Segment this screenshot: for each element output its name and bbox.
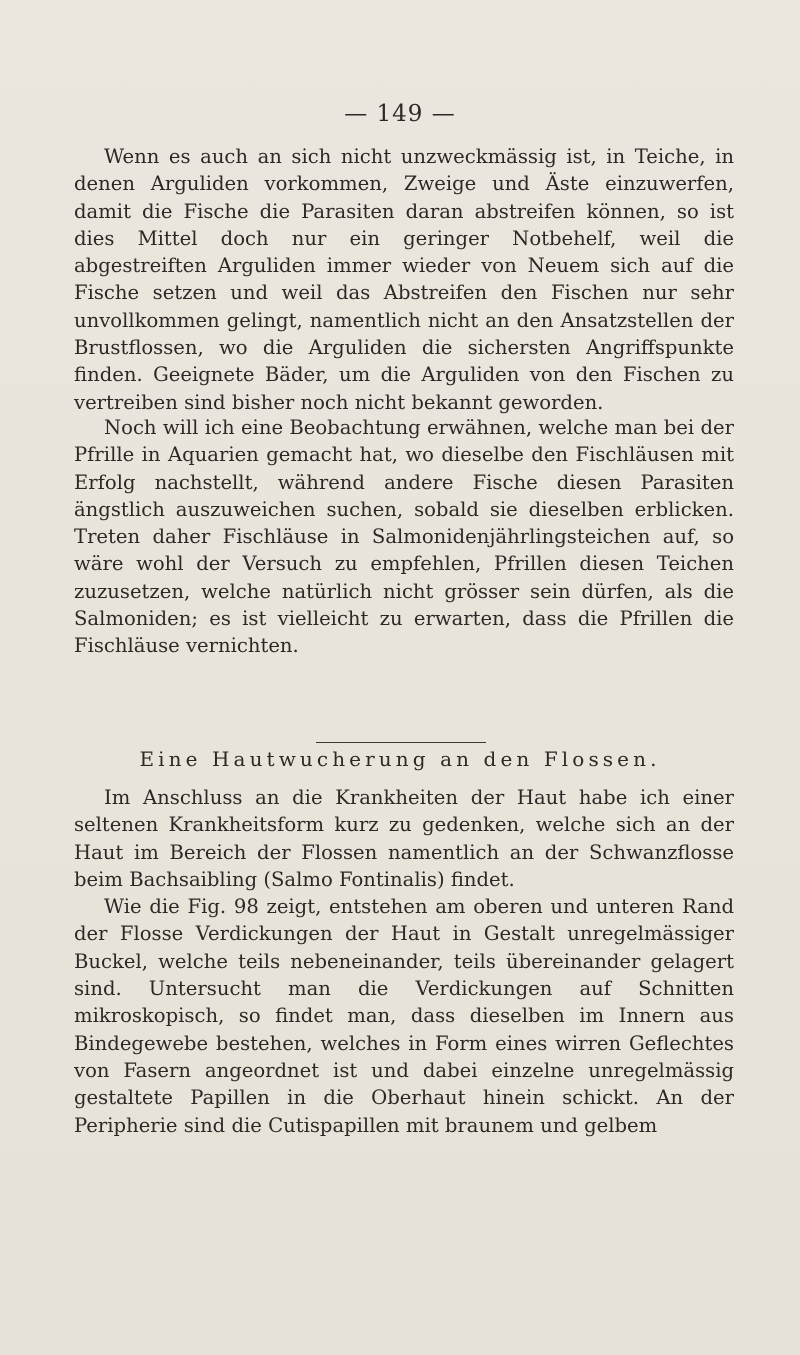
paragraph: Im Anschluss an die Krankheiten der Haut habe ich einer seltenen Krankheitsform kurz zu gedenken, welche sich an der Haut im Bereich der Flossen namentlich an der Schwanzflosse beim Bachsaibling (Salmo Fontinalis) findet. (74, 786, 734, 891)
page-number: — 149 — (344, 101, 456, 127)
section-heading: Eine Hautwucherung an den Flossen. (139, 747, 661, 771)
paragraph-pfrille-observation (74, 414, 734, 660)
paragraph: Noch will ich eine Beobachtung erwähnen, welche man bei der Pfrille in Aquarien gemacht hat, wo dieselbe den Fischläusen mit Erfolg nachstellt, während andere Fische diesen Parasiten ängstlich auszuweichen suchen, sobald sie dieselben erblicken. Treten daher Fischläuse in Salmonidenjährlingsteichen auf, so wäre wohl der Versuch zu empfehlen, Pfrillen diesen Teichen zuzusetzen, welche natürlich nicht grösser sein dürfen, als die Salmoniden; es ist vielleicht zu erwarten, dass die Pfrillen die Fischläuse vernichten. (74, 416, 734, 658)
paragraph: Wenn es auch an sich nicht unzweckmässig ist, in Teiche, in denen Arguliden vorkommen, Zweige und Äste einzuwerfen, damit die Fische die Parasiten daran abstreifen können, so ist dies Mittel doch nur ein geringer Notbehelf, weil die abgestreiften Arguliden immer wieder von Neuem sich auf die Fische setzen und weil das Abstreifen den Fischen nur sehr unvollkommen gelingt, namentlich nicht an den Ansatzstellen der Brustflossen, wo die Arguliden die sichersten Angriffspunkte finden. Geeignete Bäder, um die Arguliden von den Fischen zu vertreiben sind bisher noch nicht bekannt geworden. (74, 145, 734, 414)
section-divider (316, 742, 486, 743)
paragraph: Wie die Fig. 98 zeigt, entstehen am oberen und unteren Rand der Flosse Verdickungen der Haut in Gestalt unregelmässiger Buckel, welche teils nebeneinander, teils übereinander gelagert sind. Untersucht man die Verdickungen auf Schnitten mikroskopisch, so findet man, dass dieselben im Innern aus Bindegewebe bestehen, welches in Form eines wirren Geflechtes von Fasern angeordnet ist und dabei einzelne unregelmässig gestaltete Papillen in die Oberhaut hinein schickt. An der Peripherie sind die Cutispapillen mit braunem und gelbem (74, 895, 734, 1137)
section-body (74, 784, 734, 1139)
paragraph-arguliden-remedies (74, 143, 734, 416)
